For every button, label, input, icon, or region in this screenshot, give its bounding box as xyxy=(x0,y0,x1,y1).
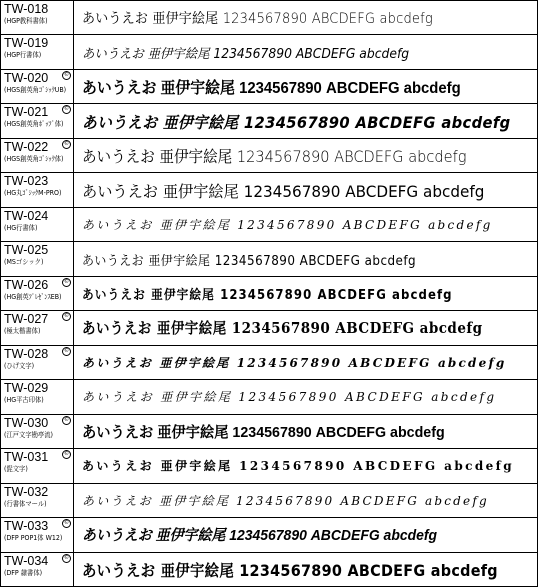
font-row xyxy=(1,449,537,483)
font-code: TW-028 xyxy=(4,346,49,361)
font-label-cell xyxy=(1,380,74,413)
font-sample-text: あいうえお 亜伊宇絵尾 1234567890 ABCDEFG abcdefg xyxy=(82,218,493,233)
font-label-cell xyxy=(1,277,74,310)
font-label-cell xyxy=(1,35,74,68)
font-name: (HGS創英角ｺﾞｼｯｸ体) xyxy=(4,154,64,163)
copyright-mark-icon: © xyxy=(64,71,69,78)
font-sample-cell xyxy=(74,518,537,551)
font-name: (行書体マール) xyxy=(4,499,47,508)
font-row xyxy=(1,518,537,552)
font-label-cell xyxy=(1,173,74,206)
font-code: TW-018 xyxy=(4,2,49,16)
copyright-mark-icon: © xyxy=(64,140,69,147)
font-sample-cell xyxy=(74,449,537,482)
font-sample-text: あいうえお 亜伊宇絵尾 1234567890 ABCDEFG abcdefg xyxy=(82,46,410,62)
font-sample-cell xyxy=(74,415,537,448)
font-code: TW-023 xyxy=(4,174,49,189)
font-label-cell xyxy=(1,449,74,482)
font-sample-text: あいうえお 亜伊宇絵尾 1234567890 ABCDEFG abcdefg xyxy=(82,423,445,441)
font-label-cell xyxy=(1,104,74,137)
font-sample-cell xyxy=(74,104,537,137)
font-name: (江戸文字勘亭流) xyxy=(4,430,54,439)
font-sample-cell xyxy=(74,380,537,413)
font-sample-cell xyxy=(74,208,537,241)
font-sample-cell xyxy=(74,484,537,517)
copyright-mark-icon: © xyxy=(64,520,69,527)
font-sample-text: あいうえお 亜伊宇絵尾 1234567890 ABCDEFG abcdefg xyxy=(82,560,498,580)
copyright-mark-icon: © xyxy=(64,554,69,561)
font-row xyxy=(1,277,537,311)
font-label-cell xyxy=(1,484,74,517)
font-label-cell xyxy=(1,346,74,379)
font-name: (ひげ文字) xyxy=(4,361,35,370)
font-sample-cell xyxy=(74,346,537,379)
copyright-mark-icon: © xyxy=(64,278,69,285)
copyright-mark-icon: © xyxy=(64,451,69,458)
font-sample-cell xyxy=(74,70,537,103)
font-name: (HGS創英角ﾎﾟｯﾌﾟ体) xyxy=(4,120,64,129)
font-sample-text: あいうえお 亜伊宇絵尾 1234567890 ABCDEFG abcdefg xyxy=(82,319,483,338)
font-sample-text: あいうえお 亜伊宇絵尾 1234567890 ABCDEFG abcdefg xyxy=(82,459,515,474)
copyright-mark-icon: © xyxy=(64,106,69,113)
font-name: (HG平古印体) xyxy=(4,396,44,405)
copyright-mark-icon: © xyxy=(64,347,69,354)
font-label-cell xyxy=(1,518,74,551)
font-label-cell xyxy=(1,553,74,586)
font-sample-text: あいうえお 亜伊宇絵尾 1234567890 ABCDEFG abcdefg xyxy=(82,112,511,132)
font-name: (HGP教科書体) xyxy=(4,17,48,25)
font-sample-text: あいうえお 亜伊宇絵尾 1234567890 ABCDEFG abcdefg xyxy=(82,80,461,98)
font-label-cell xyxy=(1,208,74,241)
font-code: TW-024 xyxy=(4,208,49,223)
copyright-mark-icon: © xyxy=(64,416,69,423)
font-sample-cell xyxy=(74,277,537,310)
font-row xyxy=(1,35,537,69)
font-name: (HG丸ｺﾞｼｯｸM-PRO) xyxy=(4,189,62,198)
font-code: TW-030 xyxy=(4,415,49,430)
copyright-mark-icon: © xyxy=(64,313,69,320)
font-name: (HGP行書体) xyxy=(4,51,42,60)
font-row xyxy=(1,1,537,35)
font-name: (DFP POP1体 W12) xyxy=(4,534,63,543)
font-row xyxy=(1,208,537,242)
font-code: TW-027 xyxy=(4,312,49,327)
font-code: TW-021 xyxy=(4,105,49,120)
font-sample-cell xyxy=(74,1,537,34)
font-label-cell xyxy=(1,1,74,34)
font-row xyxy=(1,380,537,414)
font-sample-text: あいうえお 亜伊宇絵尾 1234567890 ABCDEFG abcdefg xyxy=(82,355,507,370)
font-code: TW-031 xyxy=(4,450,49,465)
font-name: (髭文字) xyxy=(4,465,28,474)
font-row xyxy=(1,173,537,207)
font-label-cell xyxy=(1,415,74,448)
font-name: (HGS創英角ｺﾞｼｯｸUB) xyxy=(4,85,67,94)
font-sample-text: あいうえお 亜伊宇絵尾 1234567890 ABCDEFG abcdefg xyxy=(82,147,467,167)
font-sample-text: あいうえお 亜伊宇絵尾 1234567890 ABCDEFG abcdefg xyxy=(82,527,438,545)
font-row xyxy=(1,139,537,173)
font-sample-text: あいうえお 亜伊宇絵尾 1234567890 ABCDEFG abcdefg xyxy=(82,287,453,303)
font-sample-cell xyxy=(74,173,537,206)
font-name: (MSゴシック) xyxy=(4,258,44,267)
font-sample-cell xyxy=(74,553,537,586)
font-sample-cell xyxy=(74,242,537,275)
font-sample-cell xyxy=(74,139,537,172)
font-label-cell xyxy=(1,139,74,172)
font-name: (DFP 隷書体) xyxy=(4,568,43,577)
font-row xyxy=(1,104,537,138)
font-name: (極太楷書体) xyxy=(4,327,41,336)
font-code: TW-022 xyxy=(4,139,49,154)
font-name: (HG創英ﾌﾟﾚｾﾞﾝｽEB) xyxy=(4,292,62,301)
font-sample-text: あいうえお 亜伊宇絵尾 1234567890 ABCDEFG abcdefg xyxy=(82,10,433,27)
font-code: TW-029 xyxy=(4,381,49,396)
font-label-cell xyxy=(1,242,74,275)
font-row xyxy=(1,70,537,104)
font-row xyxy=(1,242,537,276)
font-row xyxy=(1,346,537,380)
font-sample-text: あいうえお 亜伊宇絵尾 1234567890 ABCDEFG abcdefg xyxy=(82,390,497,405)
font-code: TW-033 xyxy=(4,519,49,534)
font-sample-cell xyxy=(74,35,537,68)
font-name: (HG行書体) xyxy=(4,223,38,232)
font-code: TW-020 xyxy=(4,70,49,85)
font-code: TW-032 xyxy=(4,484,49,499)
font-sample-text: あいうえお 亜伊宇絵尾 1234567890 ABCDEFG abcdefg xyxy=(82,181,485,201)
font-row xyxy=(1,484,537,518)
font-code: TW-034 xyxy=(4,553,49,568)
font-label-cell xyxy=(1,70,74,103)
font-code: TW-026 xyxy=(4,277,49,292)
font-code: TW-025 xyxy=(4,243,49,258)
font-row xyxy=(1,311,537,345)
font-sample-cell xyxy=(74,311,537,344)
font-sample-text: あいうえお 亜伊宇絵尾 1234567890 ABCDEFG abcdefg xyxy=(82,493,489,508)
font-label-cell xyxy=(1,311,74,344)
font-code: TW-019 xyxy=(4,36,49,51)
font-row xyxy=(1,415,537,449)
font-sample-text: あいうえお 亜伊宇絵尾 1234567890 ABCDEFG abcdefg xyxy=(82,253,417,269)
font-row xyxy=(1,553,537,586)
